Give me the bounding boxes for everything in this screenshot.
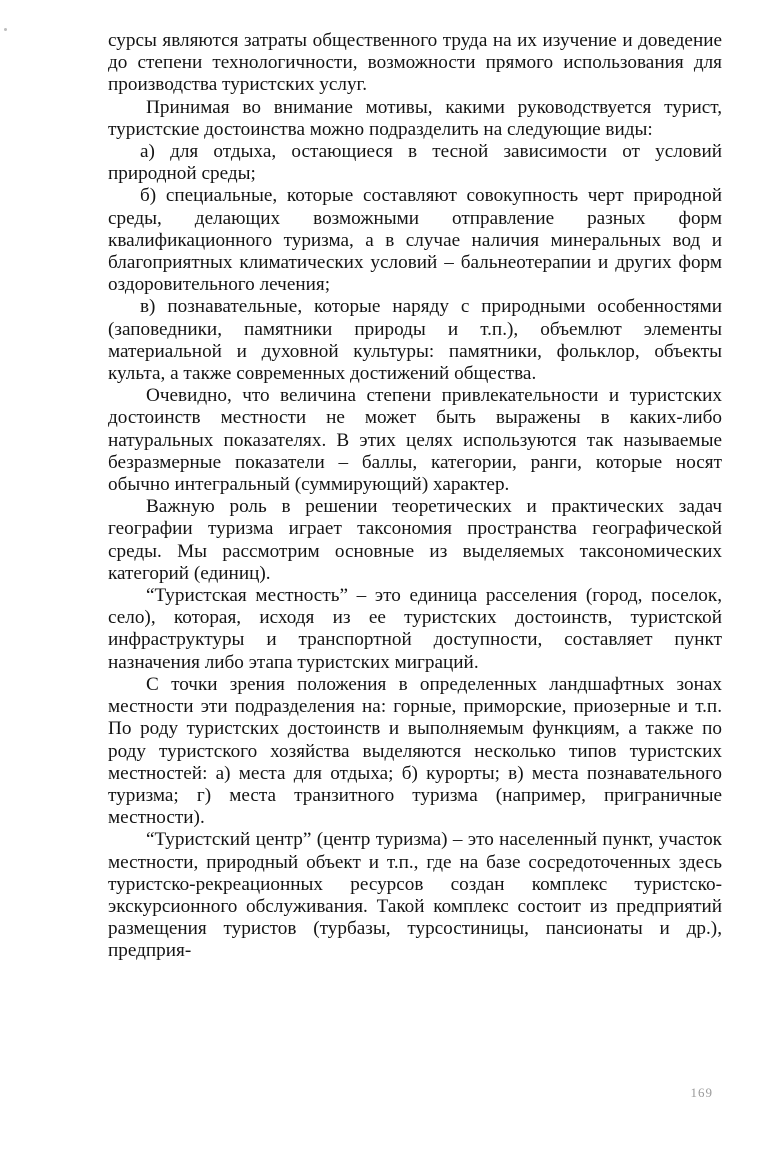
paragraph-tourist-locality: “Туристская местность” – это единица расселения (город, поселок, село), которая, исходя из ее туристских достоинств, туристской инфраструктуры и транспортной доступности, составляет пункт назначения либо этапа туристских миграций.	[108, 585, 722, 673]
list-item-b: б) специальные, которые составляют совокупность черт природной среды, делающих возможными отправление разных форм квалификационного туризма, а в случае наличия минеральных вод и благоприятных климатических условий – бальнеотерапии и других форм оздоровительного лечения;	[108, 185, 722, 296]
paragraph-taxonomy: Важную роль в решении теоретических и практических задач географии туризма играет таксономия пространства географической среды. Мы рассмотрим основные из выделяемых таксономических категорий (единиц).	[108, 496, 722, 584]
list-item-a: а) для отдыха, остающиеся в тесной зависимости от условий природной среды;	[108, 141, 722, 185]
document-body	[108, 30, 722, 963]
paragraph-tourist-center: “Туристский центр” (центр туризма) – это населенный пункт, участок местности, природный объект и т.п., где на базе сосредоточенных здесь туристско-рекреационных ресурсов создан комплекс туристско-экскурсионного обслуживания. Такой комплекс состоит из предприятий размещения туристов (турбазы, турсостиницы, пансионаты и др.), предприя-	[108, 829, 722, 962]
paragraph-continuation: сурсы являются затраты общественного труда на их изучение и доведение до степени технологичности, возможности прямого использования для производства туристских услуг.	[108, 30, 722, 96]
page-number: 169	[690, 1085, 713, 1100]
paragraph-intro-types: Принимая во внимание мотивы, какими руководствуется турист, туристские достоинства можно подразделить на следующие виды:	[108, 96, 722, 140]
paragraph-attractiveness: Очевидно, что величина степени привлекательности и туристских достоинств местности не может быть выражены в каких-либо натуральных показателях. В этих целях используются так называемые безразмерные показатели – баллы, категории, ранги, которые носят обычно интегральный (суммирующий) характер.	[108, 385, 722, 496]
list-item-c: в) познавательные, которые наряду с природными особенностями (заповедники, памятники природы и т.п.), объемлют элементы материальной и духовной культуры: памятники, фольклор, объекты культа, а также современных достижений общества.	[108, 296, 722, 385]
paragraph-locality-types: С точки зрения положения в определенных ландшафтных зонах местности эти подразделения на: горные, приморские, приозерные и т.п. По роду туристских достоинств и выполняемым функциям, а также по роду туристского хозяйства выделяются несколько типов туристских местностей: а) места для отдыха; б) курорты; в) места познавательного туризма; г) места транзитного туризма (например, приграничные местности).	[108, 673, 722, 829]
scan-speck	[4, 28, 7, 31]
